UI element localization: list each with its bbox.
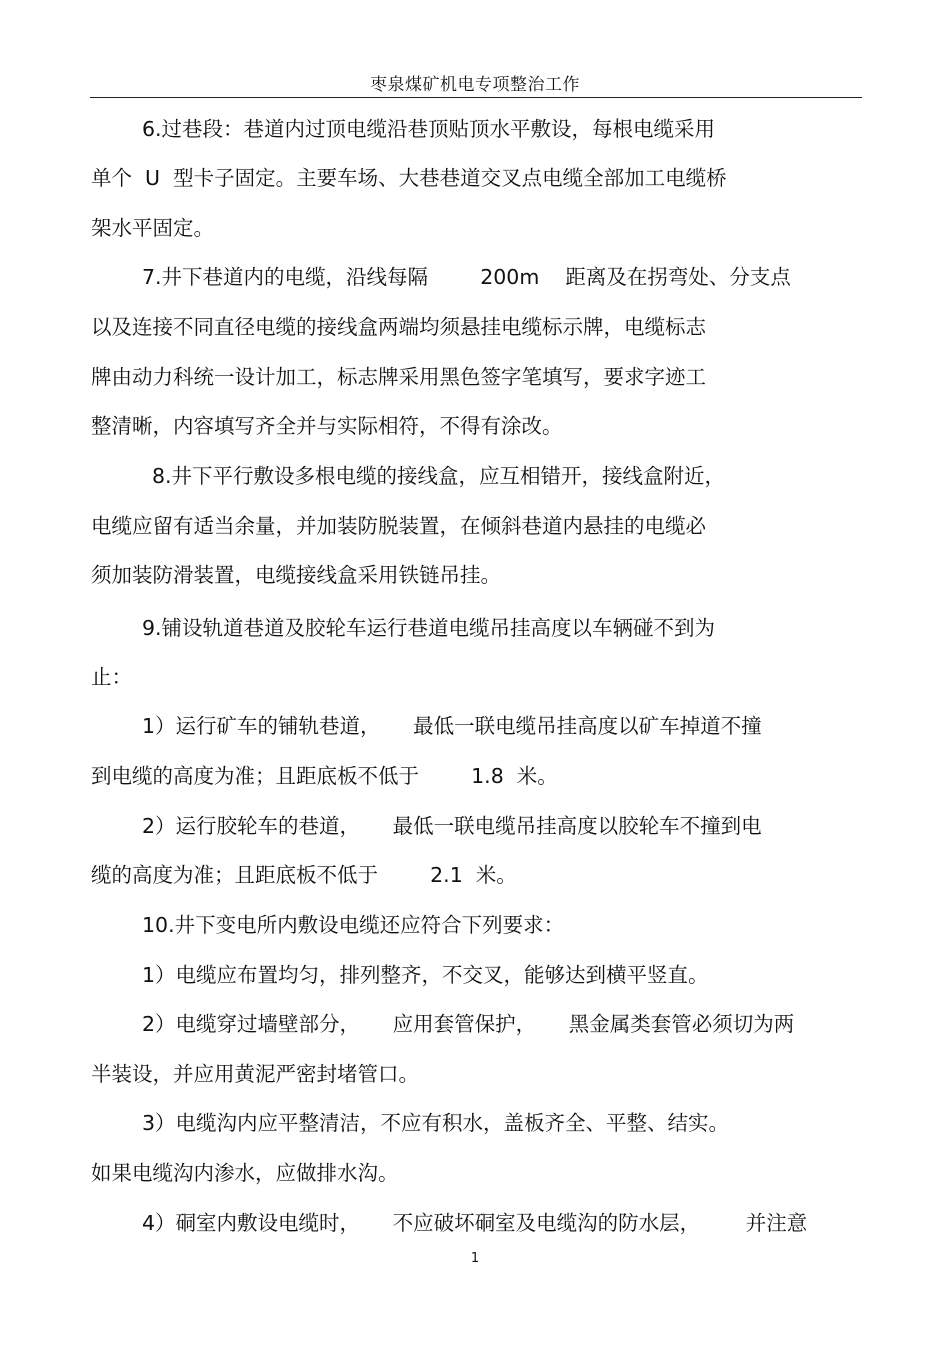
page-header-title: 枣泉煤矿机电专项整治工作 <box>370 75 580 95</box>
text-line: 牌由动力科统一设计加工，标志牌采用黑色签字笔填写，要求字迹工 <box>91 365 706 389</box>
text-line: 6.过巷段：巷道内过顶电缆沿巷顶贴顶水平敷设，每根电缆采用 <box>142 117 716 141</box>
text-line: 2）运行胶轮车的巷道， 最低一联电缆吊挂高度以胶轮车不撞到电 <box>142 814 762 838</box>
text-line: 架水平固定。 <box>91 216 214 240</box>
text-line: 3）电缆沟内应平整清洁，不应有积水，盖板齐全、平整、结实。 <box>142 1111 730 1135</box>
text-line: 7.井下巷道内的电缆，沿线每隔 200m 距离及在拐弯处、分支点 <box>142 265 791 289</box>
text-line: 以及连接不同直径电缆的接线盒两端均须悬挂电缆标示牌，电缆标志 <box>91 315 706 339</box>
text-line: 半装设，并应用黄泥严密封堵管口。 <box>91 1062 419 1086</box>
text-line: 1）电缆应布置均匀，排列整齐，不交叉，能够达到横平竖直。 <box>142 963 709 987</box>
text-line: 8.井下平行敷设多根电缆的接线盒，应互相错开，接线盒附近， <box>152 464 726 488</box>
text-line: 到电缆的高度为准；且距底板不低于 1.8 米。 <box>91 764 558 788</box>
text-line: 1）运行矿车的铺轨巷道， 最低一联电缆吊挂高度以矿车掉道不撞 <box>142 714 762 738</box>
text-line: 如果电缆沟内渗水，应做排水沟。 <box>91 1161 399 1185</box>
text-line: 须加装防滑装置，电缆接线盒采用铁链吊挂。 <box>91 563 501 587</box>
page-number: 1 <box>470 1251 480 1266</box>
text-line: 4）硐室内敷设电缆时， 不应破坏硐室及电缆沟的防水层， 并注意 <box>142 1211 808 1235</box>
text-line: 止： <box>91 665 132 689</box>
text-line: 9.铺设轨道巷道及胶轮车运行巷道电缆吊挂高度以车辆碰不到为 <box>142 616 716 640</box>
text-line: 10.井下变电所内敷设电缆还应符合下列要求： <box>142 913 565 937</box>
text-line: 2）电缆穿过墙壁部分， 应用套管保护， 黑金属类套管必须切为两 <box>142 1012 795 1036</box>
text-line: 单个 U 型卡子固定。主要车场、大巷巷道交叉点电缆全部加工电缆桥 <box>91 166 727 190</box>
text-line: 整清晰，内容填写齐全并与实际相符，不得有涂改。 <box>91 414 563 438</box>
header-divider <box>90 97 862 98</box>
text-line: 电缆应留有适当余量，并加装防脱装置，在倾斜巷道内悬挂的电缆必 <box>91 514 706 538</box>
text-line: 缆的高度为准；且距底板不低于 2.1 米。 <box>91 863 517 887</box>
